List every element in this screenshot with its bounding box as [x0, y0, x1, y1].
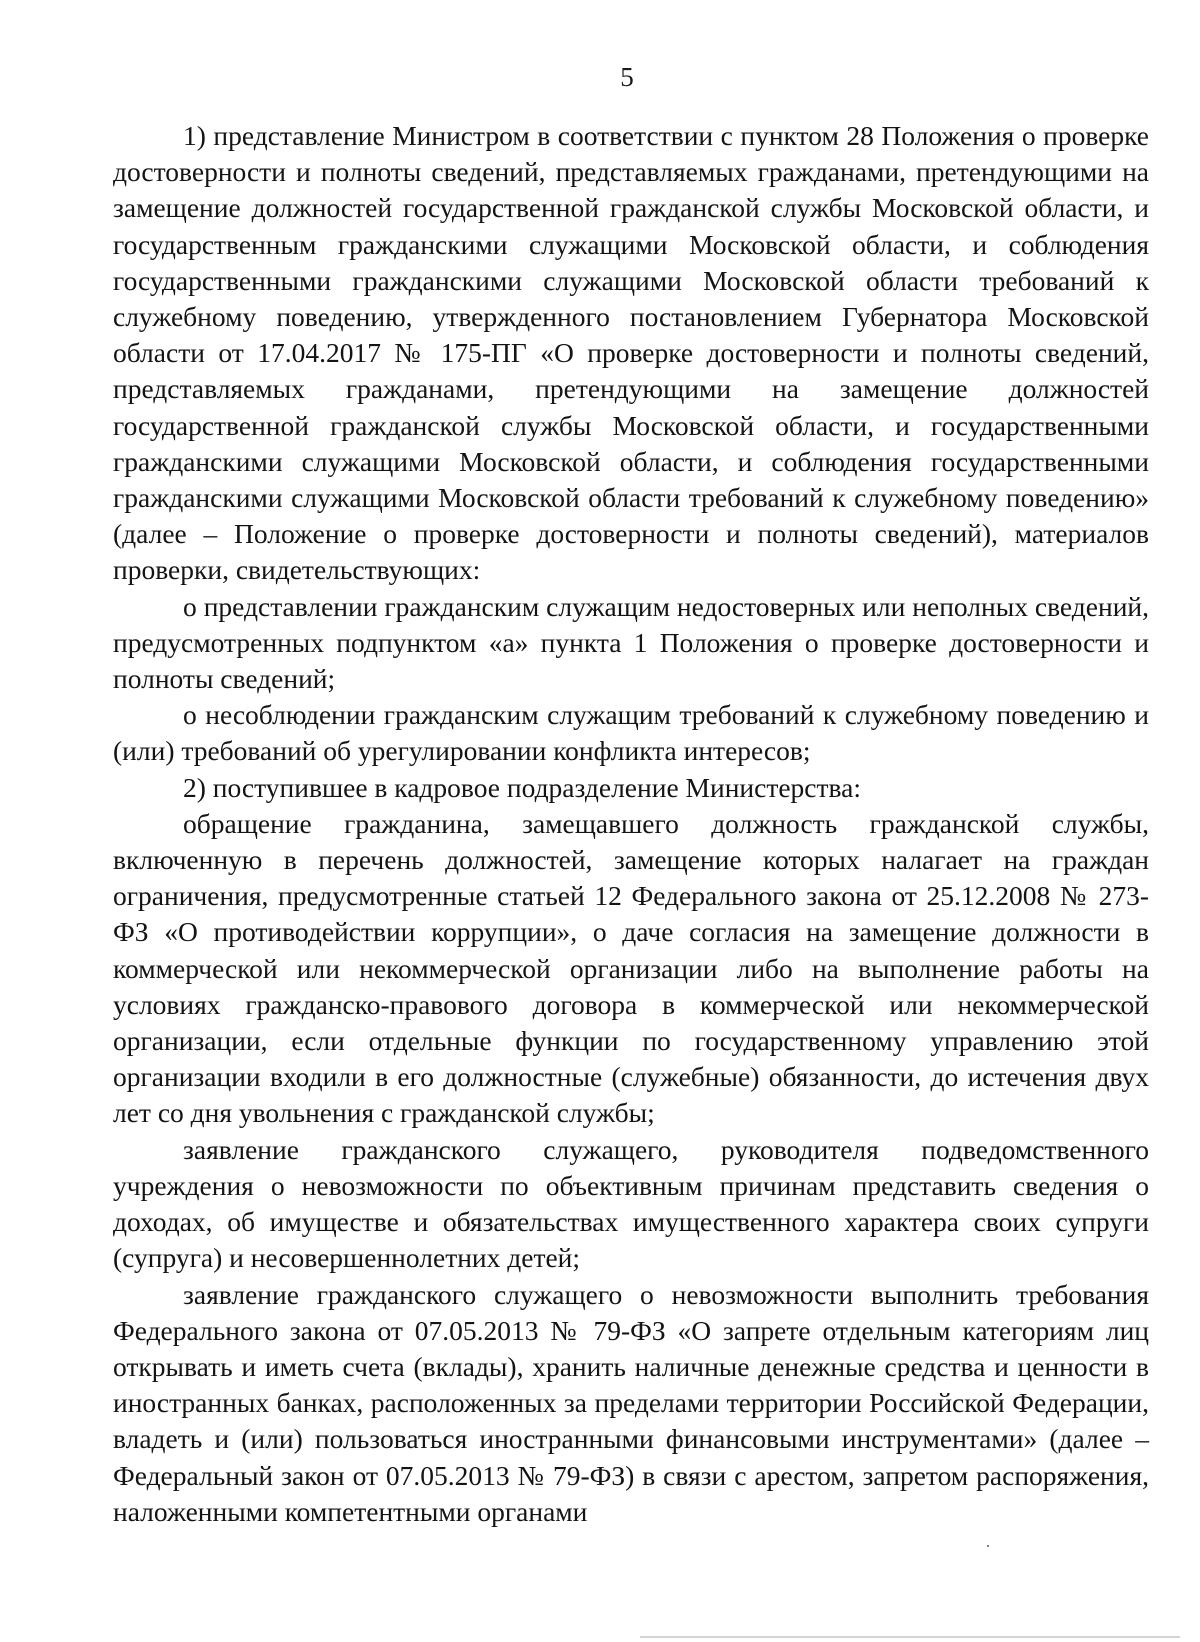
paragraph-unreliable-information: о представлении гражданским служащим недостоверных или неполных сведений, предусмотренных подпунктом «а» пункта 1 Положения о проверке достоверности и полноты сведений;	[113, 590, 1149, 695]
document-body	[113, 118, 1149, 1530]
paragraph-non-compliance: о несоблюдении гражданским служащим требований к служебному поведению и (или) требований об урегулировании конфликта интересов;	[113, 699, 1149, 767]
scan-speck	[987, 1545, 989, 1547]
bottom-edge-line	[640, 1636, 1180, 1638]
paragraph-item-2-received: 2) поступившее в кадровое подразделение Министерства:	[183, 771, 861, 803]
paragraph-income-statement: заявление гражданского служащего, руководителя подведомственного учреждения о невозможности по объективным причинам представить сведения о доходах, об имуществе и обязательствах имущественного характера своих супруги (супруга) и несовершеннолетних детей;	[113, 1133, 1149, 1274]
paragraph-item-1-submission: 1) представление Министром в соответствии с пунктом 28 Положения о проверке достоверности и полноты сведений, представляемых гражданами, претендующими на замещение должностей государственной гражданской службы Московской области, и государственным гражданскими служащими Московской области, и соблюдения государственными гражданскими служащими Московской области требований к служебному поведению, утвержденного постановлением Губернатора Московской области от 17.04.2017 № 175-ПГ «О проверке достоверности и полноты сведений, представляемых гражданами, претендующими на замещение должностей государственной гражданской службы Московской области, и государственными гражданскими служащими Московской области, и соблюдения государственными гражданскими служащими Московской области требований к служебному поведению» (далее – Положение о проверке достоверности и полноты сведений), материалов проверки, свидетельствующих:	[113, 120, 1149, 586]
paragraph-foreign-accounts-statement: заявление гражданского служащего о невозможности выполнить требования Федерального закона от 07.05.2013 № 79-ФЗ «О запрете отдельным категориям лиц открывать и иметь счета (вклады), хранить наличные денежные средства и ценности в иностранных банках, расположенных за пределами территории Российской Федерации, владеть и (или) пользоваться иностранными финансовыми инструментами» (далее – Федеральный закон от 07.05.2013 № 79-ФЗ) в связи с арестом, запретом распоряжения, наложенными компетентными органами	[113, 1278, 1149, 1527]
page-number: 5	[620, 62, 634, 92]
paragraph-citizen-appeal: обращение гражданина, замещавшего должность гражданской службы, включенную в перечень должностей, замещение которых налагает на граждан ограничения, предусмотренные статьей 12 Федерального закона от 25.12.2008 № 273-ФЗ «О противодействии коррупции», о даче согласия на замещение должности в коммерческой или некоммерческой организации либо на выполнение работы на условиях гражданско-правового договора в коммерческой или некоммерческой организации, если отдельные функции по государственному управлению этой организации входили в его должностные (служебные) обязанности, до истечения двух лет со дня увольнения с гражданской службы;	[113, 807, 1149, 1129]
